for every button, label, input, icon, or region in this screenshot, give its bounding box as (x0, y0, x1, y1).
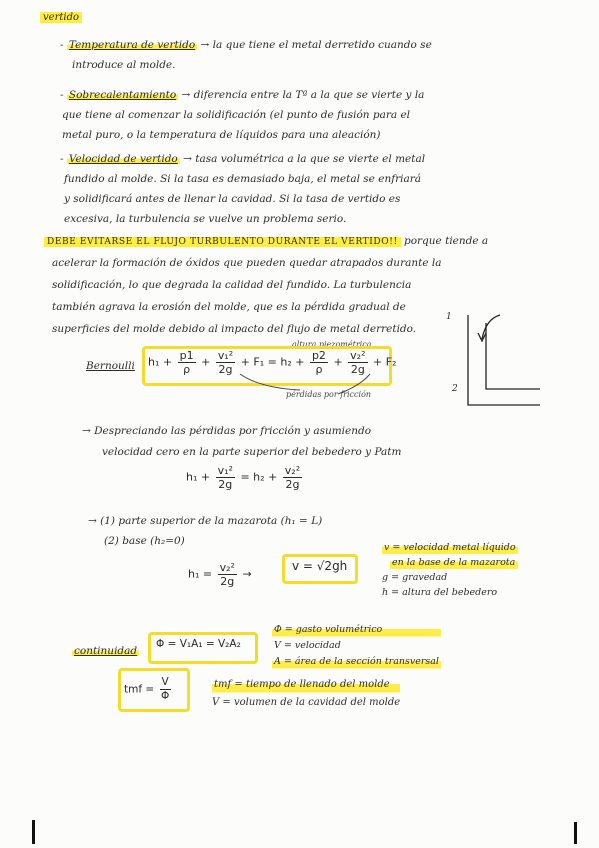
operator: = (267, 355, 277, 369)
term-lhs: tmf = (124, 683, 155, 696)
legend-line: v = velocidad metal líquido (384, 542, 516, 553)
term-h2: h₂ (280, 355, 292, 369)
definition-text: la que tiene el metal derretido cuando se (212, 39, 432, 51)
bullet: - (60, 39, 64, 51)
arrow-icon: → (181, 89, 191, 101)
velocity-legend (382, 540, 518, 600)
denominator: 2g (350, 363, 365, 376)
legend-line: h = altura del bebedero (382, 587, 498, 598)
definition-text: tasa volumétrica a la que se vierte el metal (195, 153, 426, 165)
numerator: v₁² (217, 349, 234, 362)
cases-line-1: → (1) parte superior de la mazarota (h₁ = L) (88, 515, 323, 527)
note-perdidas: pérdidas por fricción (286, 390, 372, 399)
definition-sobrecalentamiento-cont2 (62, 126, 381, 145)
numerator: v₂² (284, 464, 301, 477)
definition-velocidad-cont2 (64, 190, 400, 209)
warning-line-4 (52, 298, 406, 317)
operator: = (240, 470, 250, 484)
term-f1: F₁ (253, 355, 265, 369)
paragraph-text: porque tiende a (404, 235, 489, 247)
definition-temperatura (60, 36, 432, 55)
operator: + (333, 355, 343, 369)
numerator: v₁² (217, 464, 233, 477)
denominator: 2g (218, 478, 233, 491)
term-sobrecalentamiento: Sobrecalentamiento (68, 89, 177, 101)
legend-line: Φ = gasto volumétrico (272, 622, 441, 638)
fraction-p1 (178, 349, 196, 376)
note-altura: altura piezométrica (292, 340, 372, 349)
fraction-v2 (218, 561, 237, 588)
bullet: - (60, 153, 64, 165)
label-text: Bernoulli (86, 360, 135, 372)
definition-sobrecalentamiento (60, 86, 424, 105)
simplification-line-1: → Despreciando las pérdidas por fricción y asumiendo (82, 425, 372, 437)
definition-temperatura-cont (72, 56, 175, 75)
definition-text: que tiene al comenzar la solidificación (el punto de fusión para el (62, 109, 411, 121)
paragraph-text: solidificación, lo que degrada la calidad del fundido. La turbulencia (52, 279, 412, 291)
paragraph-text: acelerar la formación de óxidos que pueden quedar atrapados durante la (52, 257, 442, 269)
numerator: V (161, 676, 169, 688)
cases-line-2: (2) base (h₂=0) (104, 535, 185, 547)
term-lhs: h₁ = (188, 567, 213, 581)
paragraph-text: superficies del molde debido al impacto del flujo de metal derretido. (52, 323, 417, 335)
arrow-icon: → (183, 153, 192, 165)
warning-highlight: DEBE EVITARSE EL FLUJO TURBULENTO DURANTE EL VERTIDO!! (44, 237, 401, 247)
legend-line: V = velocidad (274, 640, 341, 651)
definition-text: y solidificará antes de llenar la cavidad. Si la tasa de vertido es (64, 193, 401, 205)
arrow-icon: → (200, 39, 210, 51)
numerator: p2 (311, 349, 326, 362)
definition-sobrecalentamiento-cont (62, 106, 410, 125)
legend-line: tmf = tiempo de llenado del molde (212, 676, 400, 694)
label-text: continuidad (74, 645, 138, 657)
denominator: Φ (160, 690, 170, 702)
operator: + (201, 355, 211, 369)
warning-line-5 (52, 320, 416, 339)
definition-velocidad-cont (64, 170, 421, 189)
legend-line: g = gravedad (382, 572, 448, 583)
numerator: p1 (179, 349, 194, 362)
term-h1: h₁ (148, 355, 160, 369)
continuity-formula: Φ = V₁A₁ = V₂A₂ (156, 638, 241, 650)
edge-mark (574, 822, 577, 844)
definition-text: diferencia entre la Tª a la que se vierte y la (193, 89, 425, 101)
denominator: ρ (183, 363, 191, 376)
term-temperatura: Temperatura de vertido (68, 39, 196, 51)
title-text: vertido (40, 12, 82, 23)
bernoulli-label (86, 357, 135, 376)
bullet: - (60, 89, 64, 101)
edge-mark (32, 820, 35, 844)
operator: + (200, 470, 211, 484)
numerator: v₂² (219, 561, 235, 574)
fraction-v1 (216, 464, 235, 491)
continuity-label (72, 642, 139, 661)
diagram-label-2: 2 (452, 384, 458, 394)
legend-line: V = volumen de la cavidad del molde (212, 697, 401, 708)
diagram-label-1: 1 (446, 312, 452, 322)
operator: + (240, 355, 250, 369)
fraction-v-phi (160, 676, 171, 703)
velocity-formula (188, 561, 252, 588)
definition-velocidad-cont3 (64, 210, 346, 229)
warning-line-1 (44, 232, 488, 252)
operator: + (295, 355, 305, 369)
legend-line: en la base de la mazarota (390, 555, 518, 570)
warning-line-3 (52, 276, 411, 295)
definition-text: metal puro, o la temperatura de líquidos para una aleación) (62, 129, 381, 141)
denominator: 2g (220, 575, 235, 588)
simplified-formula (186, 464, 304, 491)
legend-line: A = área de la sección transversal (272, 654, 441, 670)
simplification-line-2: velocidad cero en la parte superior del bebedero y Patm (102, 446, 402, 458)
paragraph-text: también agrava la erosión del molde, que es la pérdida gradual de (52, 301, 406, 313)
sprue-wall-outer (468, 315, 540, 405)
denominator: ρ (315, 363, 323, 376)
definition-text: introduce al molde. (72, 59, 176, 71)
filling-legend (212, 676, 400, 712)
numerator: v₂² (350, 349, 366, 362)
definition-text: excesiva, la turbulencia se vuelve un problema serio. (64, 213, 347, 225)
term-f2: F₂ (385, 355, 397, 369)
definition-text: fundido al molde. Si la tasa es demasiado baja, el metal se enfriará (64, 173, 422, 185)
denominator: 2g (218, 363, 233, 376)
term-velocidad: Velocidad de vertido (68, 153, 178, 165)
operator: + (268, 470, 278, 484)
filling-formula (124, 676, 173, 703)
denominator: 2g (285, 478, 300, 491)
sprue-wall-inner (486, 323, 540, 389)
arrow-icon: → (242, 567, 252, 581)
continuity-legend (272, 622, 441, 670)
term-h1: h₁ (186, 470, 198, 484)
page-title (40, 8, 82, 27)
term-h2: h₂ (253, 470, 265, 484)
warning-line-2 (52, 254, 442, 273)
operator: + (162, 355, 173, 369)
fraction-v2 (283, 464, 302, 491)
velocity-result: v = √2gh (292, 559, 348, 573)
definition-velocidad (60, 150, 425, 169)
operator: + (373, 355, 383, 369)
